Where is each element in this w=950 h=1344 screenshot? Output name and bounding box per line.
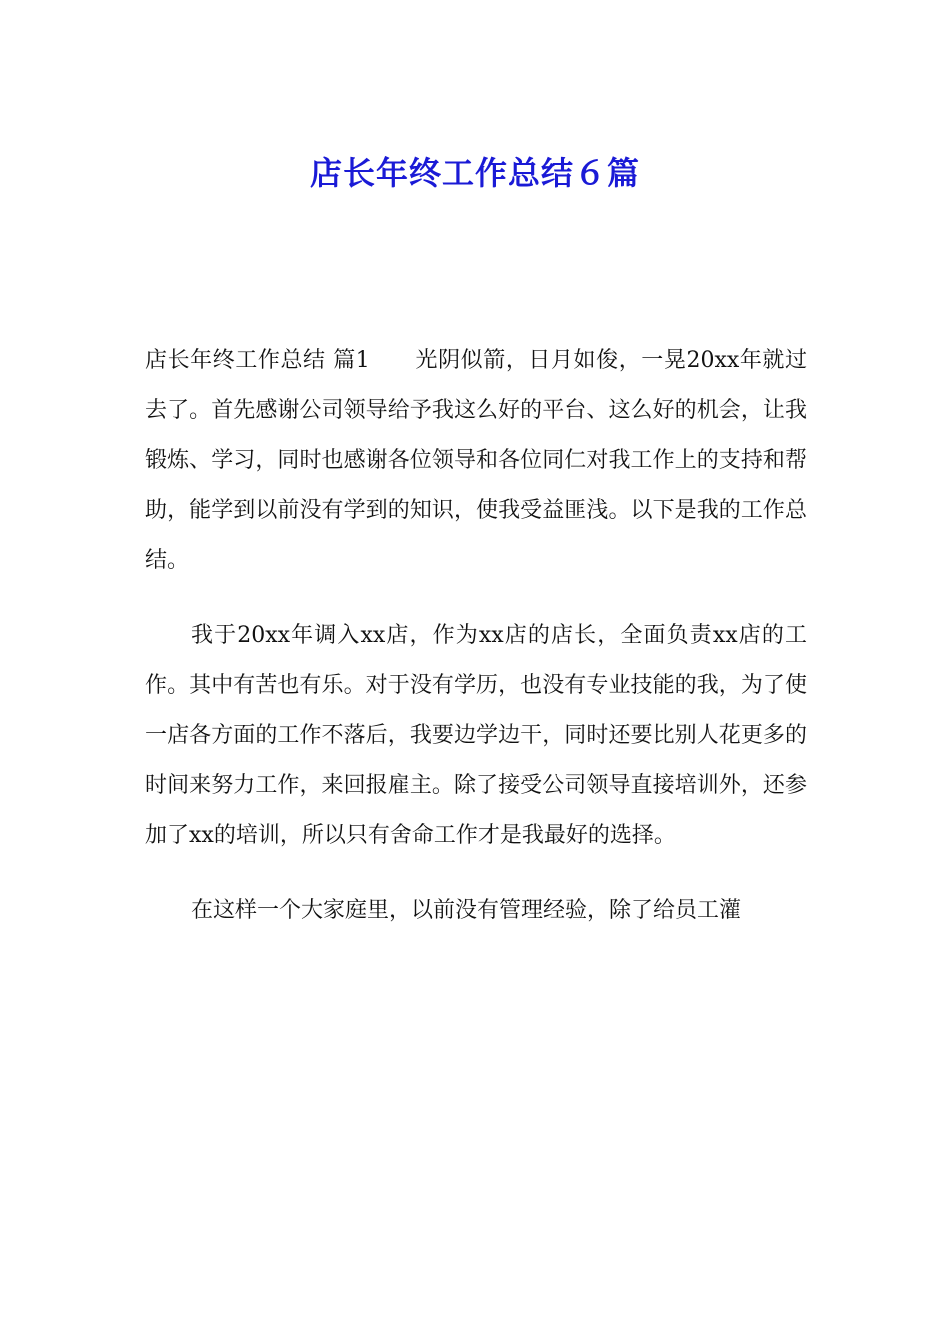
document-body: [145, 336, 807, 961]
paragraph-2: 我于20xx年调入xx店，作为xx店的店长，全面负责xx店的工作。其中有苦也有乐。对于没有学历，也没有专业技能的我，为了使一店各方面的工作不落后，我要边学边干，同时还要比别人花更多的时间来努力工作，来回报雇主。除了接受公司领导直接培训外，还参加了xx的培训，所以只有舍命工作才是我最好的选择。: [145, 623, 807, 848]
paragraph-3: 在这样一个大家庭里，以前没有管理经验，除了给员工灌: [191, 898, 742, 923]
document-title: 店长年终工作总结６篇: [309, 154, 640, 193]
paragraph-1: 店长年终工作总结 篇1 光阴似箭，日月如俊，一晃20xx年就过去了。首先感谢公司领导给予我这么好的平台、这么好的机会，让我锻炼、学习，同时也感谢各位领导和各位同仁对我工作上的支持和帮助，能学到以前没有学到的知识，使我受益匪浅。以下是我的工作总结。: [145, 348, 807, 573]
